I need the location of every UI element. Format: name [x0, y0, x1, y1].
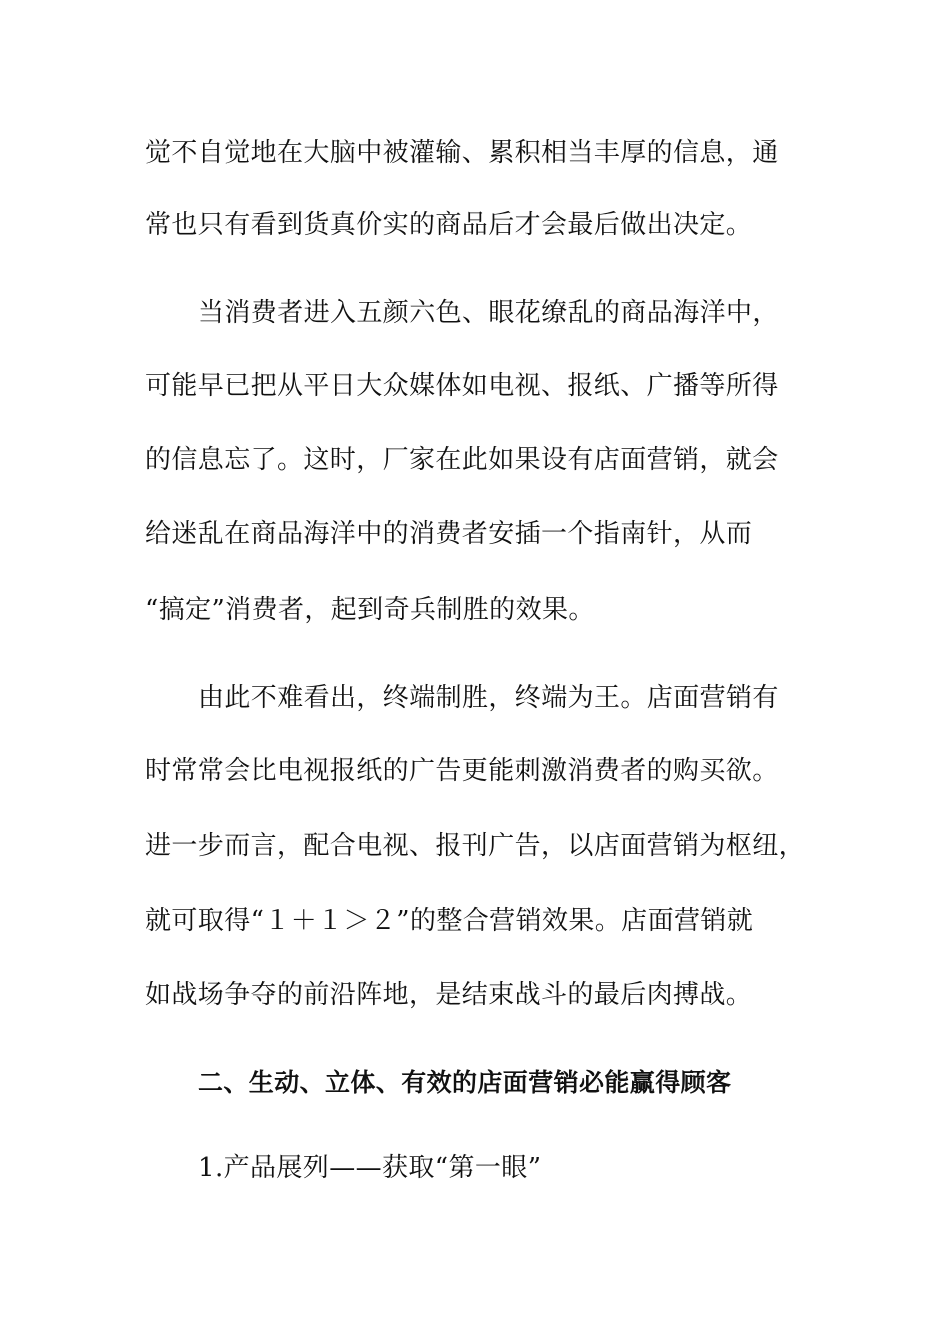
paragraph-line: 觉不自觉地在大脑中被灌输、累积相当丰厚的信息，通: [145, 138, 779, 168]
paragraph-line: 就可取得“１＋１＞２”的整合营销效果。店面营销就: [145, 906, 754, 936]
paragraph-line: 给迷乱在商品海洋中的消费者安插一个指南针，从而: [145, 519, 753, 549]
paragraph-line: 常也只有看到货真价实的商品后才会最后做出决定。: [145, 210, 753, 240]
paragraph-line: 进一步而言，配合电视、报刊广告，以店面营销为枢纽，: [145, 831, 806, 861]
subsection-heading: 1.产品展列——获取“第一眼”: [198, 1153, 542, 1183]
paragraph-line: 可能早已把从平日大众媒体如电视、报纸、广播等所得: [145, 371, 779, 401]
paragraph-line: 时常常会比电视报纸的广告更能刺激消费者的购买欲。: [145, 756, 779, 786]
paragraph-line: “搞定”消费者，起到奇兵制胜的效果。: [145, 595, 595, 625]
paragraph-line: 的信息忘了。这时，厂家在此如果设有店面营销，就会: [145, 445, 779, 475]
paragraph-line: 由此不难看出，终端制胜，终端为王。店面营销有: [198, 683, 779, 713]
section-heading: 二、生动、立体、有效的店面营销必能赢得顾客: [198, 1068, 732, 1097]
paragraph-line: 当消费者进入五颜六色、眼花缭乱的商品海洋中，: [198, 298, 779, 328]
paragraph-line: 如战场争夺的前沿阵地，是结束战斗的最后肉搏战。: [145, 980, 753, 1010]
